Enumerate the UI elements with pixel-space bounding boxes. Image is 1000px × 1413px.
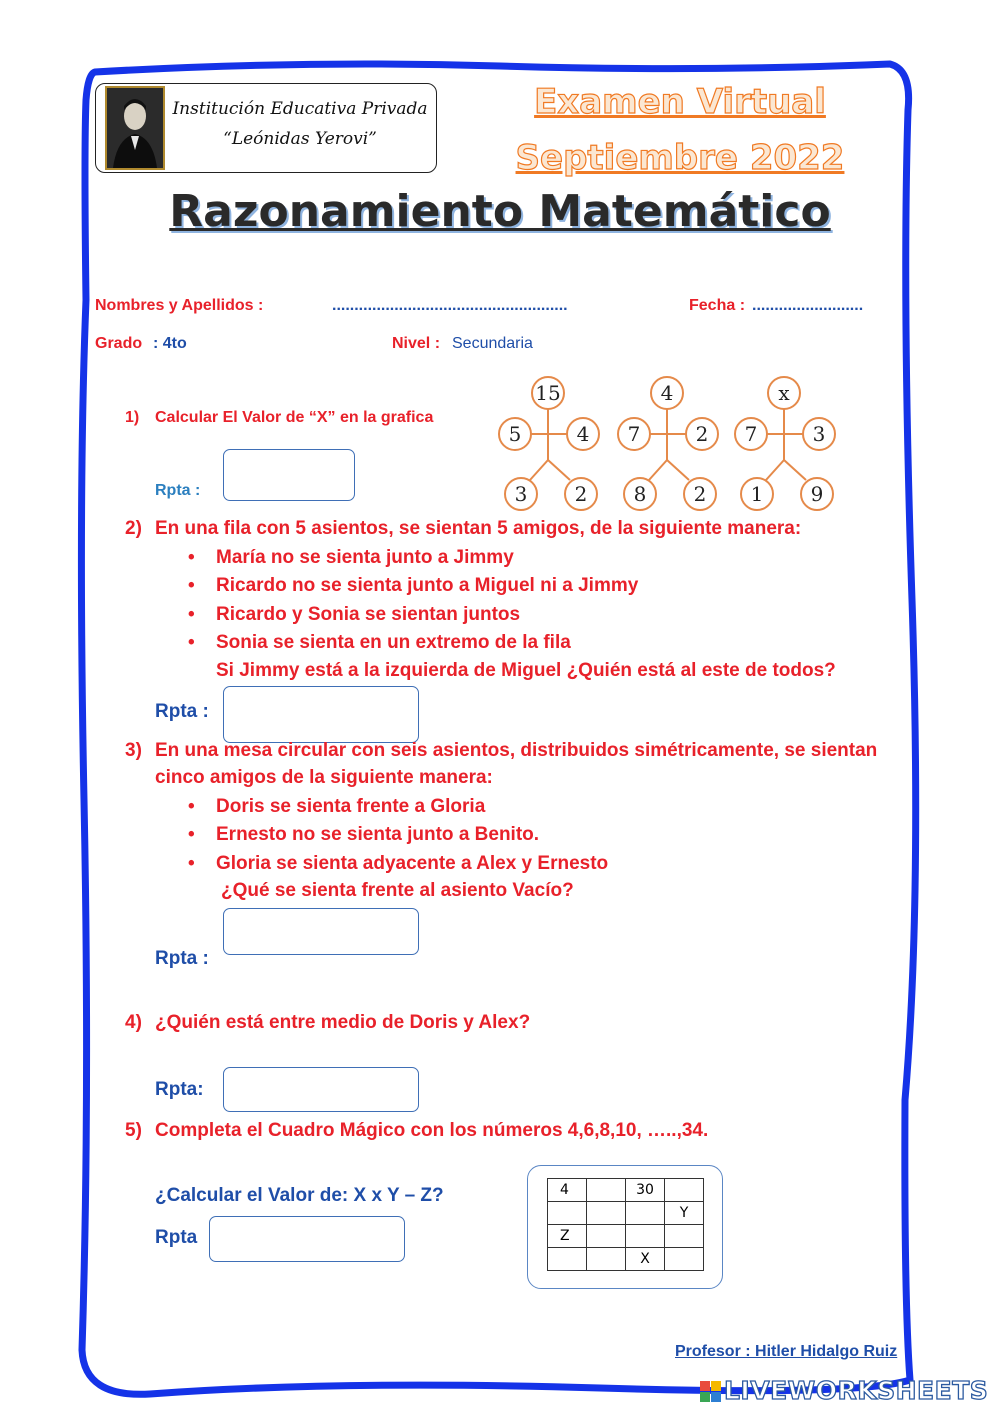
q4-answer-box[interactable] [223,1067,419,1112]
list-item: • [188,547,195,568]
q4-rpta-label: Rpta: [155,1079,204,1100]
q1-answer-box[interactable] [223,449,355,501]
magic-cell[interactable]: Y [665,1202,704,1225]
figure-node-value: x [778,381,790,405]
figure-node-value: 8 [633,482,647,506]
q5-rpta-label: Rpta [155,1227,198,1248]
q2-rpta-label: Rpta : [155,701,209,722]
magic-cell[interactable] [626,1202,665,1225]
q3-text-line2: cinco amigos de la siguiente manera: [155,767,493,788]
figure-node-value: 2 [695,422,709,446]
magic-cell[interactable] [548,1202,587,1225]
grade-value: : 4to [153,335,187,352]
q4-text: ¿Quién está entre medio de Doris y Alex? [155,1012,531,1033]
level-label: Nivel : [392,335,441,352]
q1-answer-input[interactable] [224,450,354,500]
figure-node-value: 7 [627,422,641,446]
magic-cell[interactable] [587,1179,626,1202]
names-field[interactable]: ..................................................... [332,297,568,314]
q5-number: 5) [125,1120,142,1141]
level-value: Secundaria [452,335,533,352]
list-item: • [188,796,195,817]
school-founder-photo [105,86,165,170]
q5-answer-box[interactable] [209,1216,405,1262]
q2-answer-box[interactable] [223,686,419,743]
table-row [548,1179,704,1202]
school-name-line1: Institución Educativa Privada [172,99,428,119]
liveworksheets-watermark: LIVEWORKSHEETS [724,1376,989,1405]
figure-connector [649,460,667,480]
q3-text-line1: En una mesa circular con seis asientos, distribuidos simétricamente, se sientan [155,740,878,761]
q3-question: ¿Qué se sienta frente al asiento Vacío? [221,880,574,901]
magic-cell[interactable] [626,1225,665,1248]
table-row [548,1202,704,1225]
q1-number: 1) [125,409,140,426]
magic-cell[interactable] [587,1248,626,1271]
magic-cell[interactable]: 30 [626,1179,665,1202]
magic-cell[interactable] [548,1248,587,1271]
figure-connector [766,460,784,480]
q5-answer-input[interactable] [210,1217,404,1261]
list-item: • [188,575,195,596]
figure-node-value: 3 [812,422,826,446]
figure-connector [784,460,806,480]
q5-text: Completa el Cuadro Mágico con los números 4,6,8,10, …..,34. [155,1120,709,1141]
q2-text: En una fila con 5 asientos, se sientan 5 amigos, de la siguiente manera: [155,518,802,539]
magic-cell[interactable]: Z [548,1225,587,1248]
list-item: • [188,824,195,845]
figure-connector [548,460,570,480]
exam-title-line2: Septiembre 2022 [515,138,845,178]
school-name-line2: “Leónidas Yerovi” [223,129,377,149]
list-item: • [188,632,195,653]
teacher-credit: Profesor : Hitler Hidalgo Ruiz [675,1343,898,1360]
q3-number: 3) [125,740,142,761]
figure-node-value: 5 [508,422,522,446]
q4-number: 4) [125,1012,142,1033]
list-item: • [188,604,195,625]
date-label: Fecha : [689,297,746,314]
school-name [170,94,430,154]
figure-node-value: 2 [574,482,588,506]
q3-bullet-1: Doris se sienta frente a Gloria [216,796,486,817]
q1-figures [490,372,850,517]
q3-answer-input[interactable] [224,909,418,954]
q3-rpta-label: Rpta : [155,948,209,969]
q1-rpta-label: Rpta : [155,482,201,499]
list-item: • [188,853,195,874]
figure-node-value: 15 [535,381,561,405]
date-field[interactable]: ......................... [752,297,864,314]
figure-node-value: 4 [660,381,674,405]
q2-answer-input[interactable] [224,687,418,742]
magic-cell[interactable] [587,1225,626,1248]
q2-bullet-4: Sonia se sienta en un extremo de la fila [216,632,571,653]
magic-cell[interactable]: X [626,1248,665,1271]
exam-title-line1: Examen Virtual [534,82,826,122]
table-row [548,1248,704,1271]
q3-bullet-3: Gloria se sienta adyacente a Alex y Ernesto [216,853,609,874]
figure-connector [667,460,689,480]
q2-bullet-1: María no se sienta junto a Jimmy [216,547,514,568]
figure-node-value: 1 [750,482,764,506]
figure-connector [530,460,548,480]
q2-bullet-2: Ricardo no se sienta junto a Miguel ni a Jimmy [216,575,639,596]
q5-question: ¿Calcular el Valor de: X x Y – Z? [155,1185,444,1206]
magic-cell[interactable] [665,1179,704,1202]
names-label: Nombres y Apellidos : [95,297,264,314]
figure-node-value: 7 [744,422,758,446]
q2-question: Si Jimmy está a la izquierda de Miguel ¿Quién está al este de todos? [216,660,836,681]
figure-node-value: 3 [514,482,528,506]
q2-number: 2) [125,518,142,539]
liveworksheets-logo-icon [700,1381,722,1403]
figure-node-value: 9 [810,482,824,506]
q4-answer-input[interactable] [224,1068,418,1111]
table-row [548,1225,704,1248]
magic-cell[interactable]: 4 [548,1179,587,1202]
figure-node-value: 2 [693,482,707,506]
magic-cell[interactable] [665,1248,704,1271]
figure-node-value: 4 [576,422,590,446]
grade-label: Grado [95,335,143,352]
q3-answer-box[interactable] [223,908,419,955]
magic-cell[interactable] [587,1202,626,1225]
magic-cell[interactable] [665,1225,704,1248]
page-title: Razonamiento Matemático [169,186,831,237]
magic-square-grid [547,1178,704,1271]
q1-text: Calcular El Valor de “X” en la grafica [155,409,434,426]
q2-bullet-3: Ricardo y Sonia se sientan juntos [216,604,521,625]
q3-bullet-2: Ernesto no se sienta junto a Benito. [216,824,540,845]
